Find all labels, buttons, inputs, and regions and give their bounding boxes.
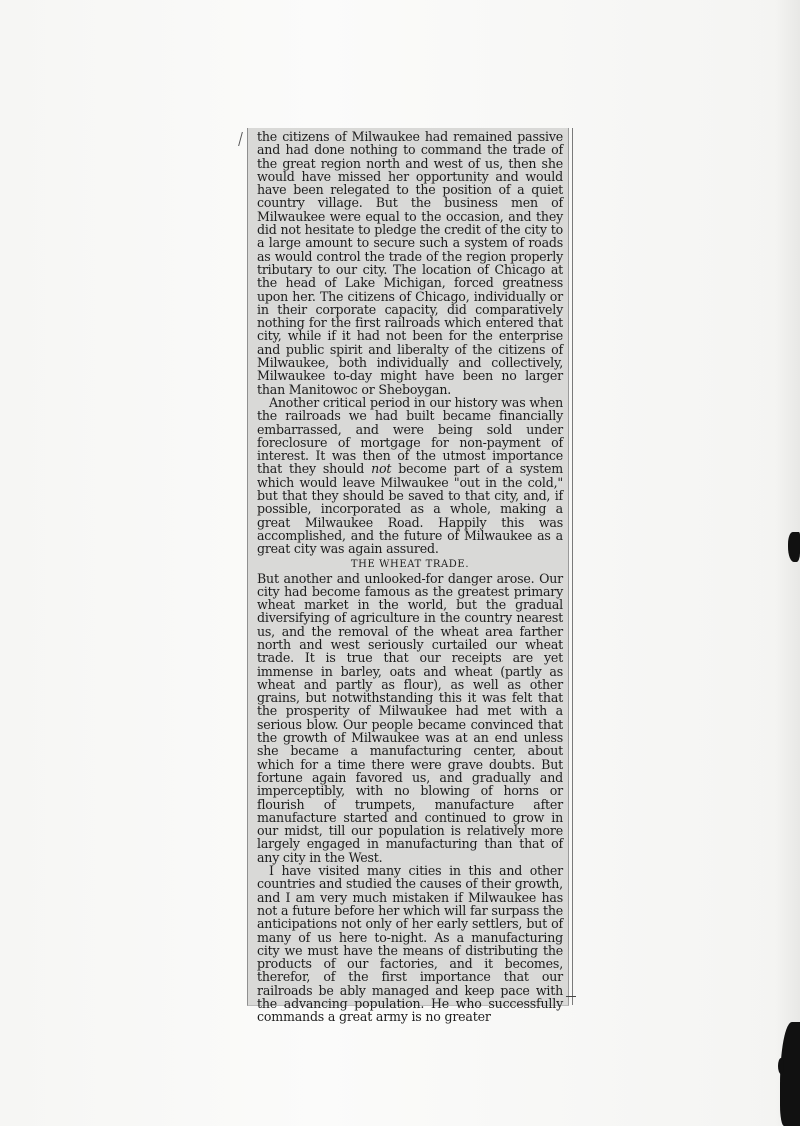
section-heading: THE WHEAT TRADE. — [350, 558, 470, 570]
article-text: become part of a system which would leave Milwaukee "out in the cold," but that they should be saved to that city, and, if possible, incorporated as a whole, making a great Milwaukee Road. Happily this was accomplished, and the future of Milwaukee as a great city was again assured. — [257, 461, 564, 557]
article-paragraph — [257, 396, 563, 556]
article-text: Another critical period in our history was when the railroads we had built became financially embarrassed, and were being sold under foreclosure of mortgage for non-payment of interest. It was then of the utmost importance that they should — [257, 394, 563, 477]
scan-blot — [788, 532, 800, 562]
article-paragraph: the citizens of Milwaukee had remained passive and had done nothing to command the trade of the great region north and west of us, then she would have missed her opportunity and would have been relegated to the position of a quiet country village. But the business men of Milwaukee were equal to the occasion, and they did not hesitate to pledge the credit of the city to a large amount to secure such a system of roads as would control the trade of the region properly tributary to our city. The location of Chicago at the head of Lake Michigan, forced greatness upon her. The citizens of Chicago, individually or in their corporate capacity, did comparatively nothing for the first railroads which entered that city, while if it had not been for the enterprise and public spirit and liberalty of the citizens of Milwaukee, both individually and collectively, Milwaukee to-day might have been no larger than Manitowoc or Sheboygan. — [257, 129, 563, 397]
article-column — [257, 130, 563, 1024]
article-paragraph: I have visited many cities in this and other countries and studied the causes of their growth, and I am very much mistaken if Milwaukee has not a future before her which will far surpass the anticipations not only of her early settlers, but of many of us here to-night. As a manufacturing city we must have the means of distributing the products of our factories, and it becomes, therefor, of the first importance that our railroads be ably managed and keep pace with the advancing population. He who successfully commands a great army is no greater — [257, 863, 563, 1025]
newspaper-clipping — [247, 128, 569, 1025]
page-edge-shadow — [774, 0, 800, 1126]
article-paragraph: But another and unlooked-for danger arose. Our city had become famous as the greatest primary wheat market in the world, but the gradual diversifying of agriculture in the country nearest us, and the removal of the wheat area farther north and west seriously curtailed our wheat trade. It is true that our receipts are yet immense in barley, oats and wheat (partly as wheat and partly as flour), as well as other grains, but notwithstanding this it was felt that the prosperity of Milwaukee had met with a serious blow. Our people became convinced that the growth of Milwaukee was at an end unless she became a manufacturing center, about which for a time there were grave doubts. But fortune again favored us, and gradually and imperceptibly, with no blowing of horns or flourish of trumpets, manufacture after manufacture started and continued to grow in our midst, till our population is relatively more largely engaged in manufacturing than that of any city in the West. — [257, 570, 563, 865]
scan-blot — [778, 1058, 784, 1074]
scan-blot — [780, 1022, 800, 1126]
article-emphasis: not — [371, 461, 392, 477]
continuation-mark — [566, 996, 576, 997]
